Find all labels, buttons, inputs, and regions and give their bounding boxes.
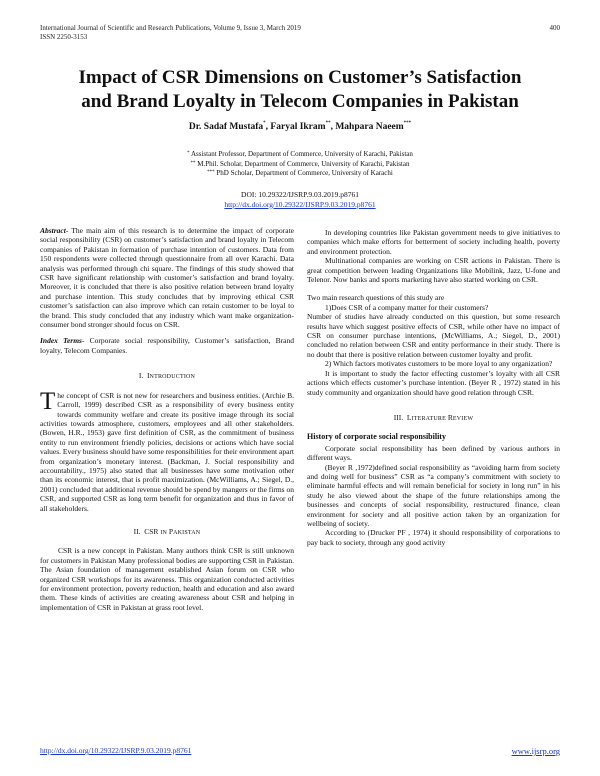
section-title-small: IN — [160, 529, 168, 536]
literature-paragraph-3: According to (Drucker PF , 1974) it should responsibility of corporations to pay back to society, through any good activity — [307, 528, 560, 547]
literature-paragraph-1: Corporate social responsibility has been defined by various authors in different ways. — [307, 443, 560, 463]
left-column — [40, 226, 294, 612]
section-title-rest: EVIEW — [452, 415, 474, 422]
section-title-initial: R — [445, 412, 453, 422]
doi-link[interactable]: http://dx.doi.org/10.29322/IJSRP.9.03.2019.p8761 — [224, 199, 376, 209]
affiliation-mark: * — [187, 151, 190, 156]
journal-name: International Journal of Scientific and Research Publications, Volume 9, Issue 3, March 2019 — [40, 24, 301, 32]
abstract-text: - The main aim of this research is to determine the impact of corporate social responsibility (CSR) on customer’s satisfaction and brand loyalty in Telecom companies of Pakistan in formation of purchase intention of customers. Data from 150 respondents were collected through questionnaire from all over Karachi. Data analysis was performed through chi square. The findings of this study showed that CSR have significant relationship with customer’s satisfaction and brand loyalty. Moreover, it is concluded that there is also positive relation between brand loyalty and purchase intention. This study concludes that by improving ethical CSR customer’s satisfaction can also improve which can retain customer to be loyal to the brand. This study concluded that any industry which want make organization-consumer bond stronger should focus on CSR. — [40, 226, 294, 330]
section-heading-introduction — [40, 371, 294, 382]
csr-pakistan-paragraph-1: CSR is a new concept in Pakistan. Many authors think CSR is still unknown for customers in Pakistan Many professional bodies are supporting CSR in Pakistan. The Asian foundation of management established Asian forum on CSR who organized CSR workshops for its awareness. This organization conducted activities for environment protection, poverty reduction, health and education and also award them. These kinds of activities are creating awareness about CSR and helping in implementation of CSR in Pakistan at grass root level. — [40, 546, 294, 612]
section-title-initial: I — [147, 371, 150, 381]
affiliation-text: Assistant Professor, Department of Commerce, University of Karachi, Pakistan — [190, 150, 413, 158]
footer-site-link[interactable]: www.ijsrp.org — [511, 746, 560, 756]
page-number: 400 — [549, 24, 560, 32]
section-heading-csr-pakistan — [40, 527, 294, 538]
section-title-initial: P — [167, 526, 174, 536]
affiliation-1 — [40, 150, 560, 160]
author-sep: , — [330, 122, 336, 132]
section-title-rest: ITERATURE — [411, 415, 446, 422]
author-2: Faryal Ikram — [270, 122, 326, 132]
author-1-mark: * — [263, 121, 266, 126]
right-column — [307, 226, 560, 547]
question-2-text: It is important to study the factor effecting customer’s loyalty with all CSR actions which effects customer’s purchase intention. (Beyer R , 1972) stated in his study community and organization should have good relation through CSR. — [307, 368, 560, 397]
paper-title — [40, 66, 560, 114]
affiliation-text: PhD Scholar, Department of Commerce, University of Karachi — [216, 169, 393, 177]
section-number: I. — [138, 371, 144, 381]
section-number: III. — [393, 412, 404, 422]
section-title-rest: NTRODUCTION — [149, 374, 196, 381]
subsection-heading: History of corporate social responsibility — [307, 432, 446, 442]
author-sep: , — [265, 122, 271, 132]
affiliation-text: M.Phil. Scholar, Department of Commerce, University of Karachi, Pakistan — [197, 159, 410, 168]
question-1: 1)Does CSR of a company matter for their customers? — [325, 302, 489, 312]
affiliations — [40, 150, 560, 179]
drop-cap: T — [40, 387, 56, 415]
index-terms-label: Index Terms — [40, 336, 82, 346]
affiliation-2 — [40, 160, 560, 170]
author-2-mark: ** — [325, 121, 331, 126]
csr-pakistan-paragraph-2: In developing countries like Pakistan government needs to give initiatives to companies which make efforts for betterment of society including health, poverty and environment protection. — [307, 228, 560, 256]
section-number: II. — [133, 526, 141, 536]
csr-pakistan-paragraph-3: Multinational companies are working on CSR actions in Pakistan. There is great competition between leading Organizations like Mobilink, Jazz, U-fone and Telenor. Now banks and sports marketing have also started working on CSR. — [307, 256, 560, 285]
section-title-initial: L — [406, 412, 412, 422]
title-line-2: and Brand Loyalty in Telecom Companies in Pakistan — [81, 91, 519, 112]
index-terms-text: - Corporate social responsibility, Customer’s satisfaction, Brand loyalty, Telecom Companies. — [40, 336, 294, 355]
author-1: Dr. Sadaf Mustafa — [188, 122, 264, 132]
footer-doi-link[interactable]: http://dx.doi.org/10.29322/IJSRP.9.03.2019.p8761 — [40, 746, 192, 755]
section-title-initial: CSR — [144, 526, 161, 536]
introduction-text: he concept of CSR is not new for researchers and business entities. (Archie B. Carroll, 1999) described CSR as a responsibility of every business entity towards community welfare and create its positive image through its social activities towards atmosphere, customers, employees and all other stakeholders. (Bowen, H.R., 1953) gave first definition of CSR, as the commitment of business entity to run environment friendly policies, decisions or actions which have social values. Every business should have some responsibilities for their environment apart from organization’s monetary interest. (Backman, J. Social responsibility and accountability., 1975) also stated that all businesses have some motivation other than its economic interest, that is profit maximization. (McWilliams, A.; Siegel, D., 2001) concluded that additional revenue should be spend by mangers or the firms on CSR, and supported CSR as long term benefit for organization and thus in favor of all stakeholders. — [40, 390, 294, 513]
title-line-1: Impact of CSR Dimensions on Customer’s Satisfaction — [78, 67, 522, 88]
doi-text: DOI: 10.29322/IJSRP.9.03.2019.p8761 — [241, 190, 359, 199]
introduction-paragraph — [40, 387, 294, 513]
questions-intro: Two main research questions of this study are — [307, 293, 445, 303]
author-list — [40, 122, 560, 132]
doi-block — [40, 190, 560, 209]
author-3-mark: *** — [403, 121, 412, 126]
section-heading-literature-review — [307, 413, 560, 424]
question-1-text: Number of studies have already conducted on this question, but some research results have which suggest positive effects of CSR, while other have no impact of CSR on consumer purchase intentions, (McWilliams, A.; Siegel, D., 2001) concluded no relation between CSR and entity performance in their study. There is no doubt that there is positive relation between customer loyalty and profit. — [307, 312, 560, 359]
question-2: 2) Which factors motivates customers to be more loyal to any organization? — [325, 359, 553, 369]
journal-header — [40, 24, 301, 42]
affiliation-mark: ** — [190, 160, 196, 166]
affiliation-3 — [40, 169, 560, 179]
literature-paragraph-2: (Beyer R ,1972)defined social responsibility as “avoiding harm from society and doing well for business” CSR as “a company’s commitment with society to eliminate harmful effects and will remain beneficial for society in long run” in his study he also viewed about the shape of the future relationships among the businesses and concepts of social responsibility, restructured finance, clean environment for society and all positive action taken by an organization for wellbeing of society. — [307, 462, 560, 528]
index-terms — [40, 336, 294, 355]
abstract-label: Abstract — [40, 226, 66, 235]
affiliation-mark: *** — [207, 170, 215, 175]
issn: ISSN 2250-3153 — [40, 33, 88, 41]
author-3: Mahpara Naeem — [335, 122, 404, 132]
abstract — [40, 226, 294, 329]
section-title-rest: AKISTAN — [173, 529, 201, 536]
